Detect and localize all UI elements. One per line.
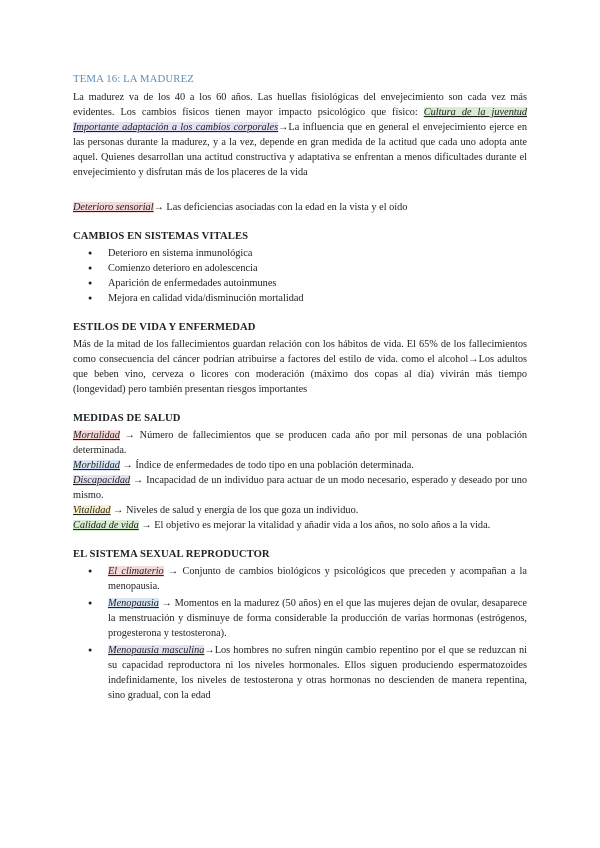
list-item <box>108 643 527 703</box>
term-menopausia-masculina: Menopausia masculina <box>108 645 205 656</box>
medida-text: → El objetivo es mejorar la vitalidad y añadir vida a los años, no solo años a la vida. <box>138 520 491 531</box>
sexual-text: →Los hombres no sufren ningún cambio repentino por el que se reduzcan ni su capacidad reproductora ni los niveles hormonales. Ellos siguen produciendo espermatozoides indefinidamente, los niveles de testosterona y otras hormonas no descienden de manera repentina, sino gradual, con la edad <box>108 645 527 701</box>
term-vitalidad: Vitalidad <box>73 505 111 516</box>
list-item: ● Comienzo deterioro en adolescencia <box>108 261 527 276</box>
section-medidas <box>73 411 527 533</box>
term-cultura-juventud: Cultura de la juventud <box>423 107 527 118</box>
list-item: ● Mejora en calidad vida/disminución mortalidad <box>108 291 527 306</box>
list-item <box>108 564 527 594</box>
medida-calidad-vida <box>73 518 527 533</box>
medida-text: → Niveles de salud y energía de los que goza un individuo. <box>110 505 359 516</box>
term-discapacidad: Discapacidad <box>73 475 131 486</box>
sexual-text: → Conjunto de cambios biológicos y psicológicos que preceden y acompañan a la menopausia. <box>108 566 527 592</box>
section-estilos <box>73 320 527 397</box>
heading-medidas: MEDIDAS DE SALUD <box>73 413 181 424</box>
sensorial-text: → Las deficiencias asociadas con la edad en la vista y el oído <box>153 202 408 213</box>
term-calidad-vida: Calidad de vida <box>73 520 139 531</box>
medida-text: → Incapacidad de un individuo para actuar de un modo necesario, esperado y deseado por uno mismo. <box>73 475 527 501</box>
section-sexual <box>73 547 527 703</box>
medida-text: → Índice de enfermedades de todo tipo en una población determinada. <box>119 460 414 471</box>
medida-text: → Número de fallecimientos que se producen cada año por mil personas de una población determinada. <box>73 430 527 456</box>
medida-discapacidad <box>73 473 527 503</box>
medida-vitalidad <box>73 503 527 518</box>
intro-text-continued: →La influencia que en general el envejecimiento ejerce en las personas durante la madurez, y a la vez, depende en gran medida de la actitud que cada uno adopta ante aquel. Quienes desarrollan una actitud constructiva y adaptativa se enfrentan a menos dificultades durante el envejecimiento y disfrutan más de los placeres de la vida <box>73 122 527 178</box>
sensorial-paragraph <box>73 200 527 215</box>
intro-paragraph <box>73 90 527 180</box>
list-item: ● Deterioro en sistema inmunológica <box>108 246 527 261</box>
sexual-text: → Momentos en la madurez (50 años) en el que las mujeres dejan de ovular, desaparece la menstruación y disminuye de forma considerable la producción de varias hormonas (estrógenos, progesterona y testosterona). <box>108 598 527 639</box>
medida-mortalidad <box>73 428 527 458</box>
medida-morbilidad <box>73 458 527 473</box>
term-mortalidad: Mortalidad <box>73 430 120 441</box>
term-climaterio: El climaterio <box>108 566 164 577</box>
page-title: TEMA 16: LA MADUREZ <box>73 73 194 85</box>
section-cambios <box>73 229 527 306</box>
term-menopausia: Menopausia <box>108 598 159 609</box>
heading-sexual: EL SISTEMA SEXUAL REPRODUCTOR <box>73 549 270 560</box>
sexual-list <box>73 564 527 703</box>
list-item: ● Aparición de enfermedades autoinmunes <box>108 276 527 291</box>
list-item <box>108 596 527 641</box>
estilos-paragraph: Más de la mitad de los fallecimientos guardan relación con los hábitos de vida. El 65% de los fallecimientos como consecuencia del cáncer podrían atribuirse a factores del estilo de vida. como el alcohol→Los adultos que beben vino, cerveza o licores con moderación (máximo dos copas al día) vivirán más tiempo (longevidad) pero también presentan riesgos importantes <box>73 339 527 395</box>
term-deterioro-sensorial: Deterioro sensorial <box>73 202 154 213</box>
term-morbilidad: Morbilidad <box>73 460 120 471</box>
term-adaptacion-cambios: Importante adaptación a los cambios corporales <box>73 122 279 133</box>
cambios-list <box>73 246 527 306</box>
intro-text: La madurez va de los 40 a los 60 años. Las huellas fisiológicas del envejecimiento son cada vez más evidentes. Los cambios físicos tienen mayor impacto psicológico que físico: <box>73 92 527 118</box>
heading-estilos: ESTILOS DE VIDA Y ENFERMEDAD <box>73 322 256 333</box>
heading-cambios: CAMBIOS EN SISTEMAS VITALES <box>73 231 249 242</box>
